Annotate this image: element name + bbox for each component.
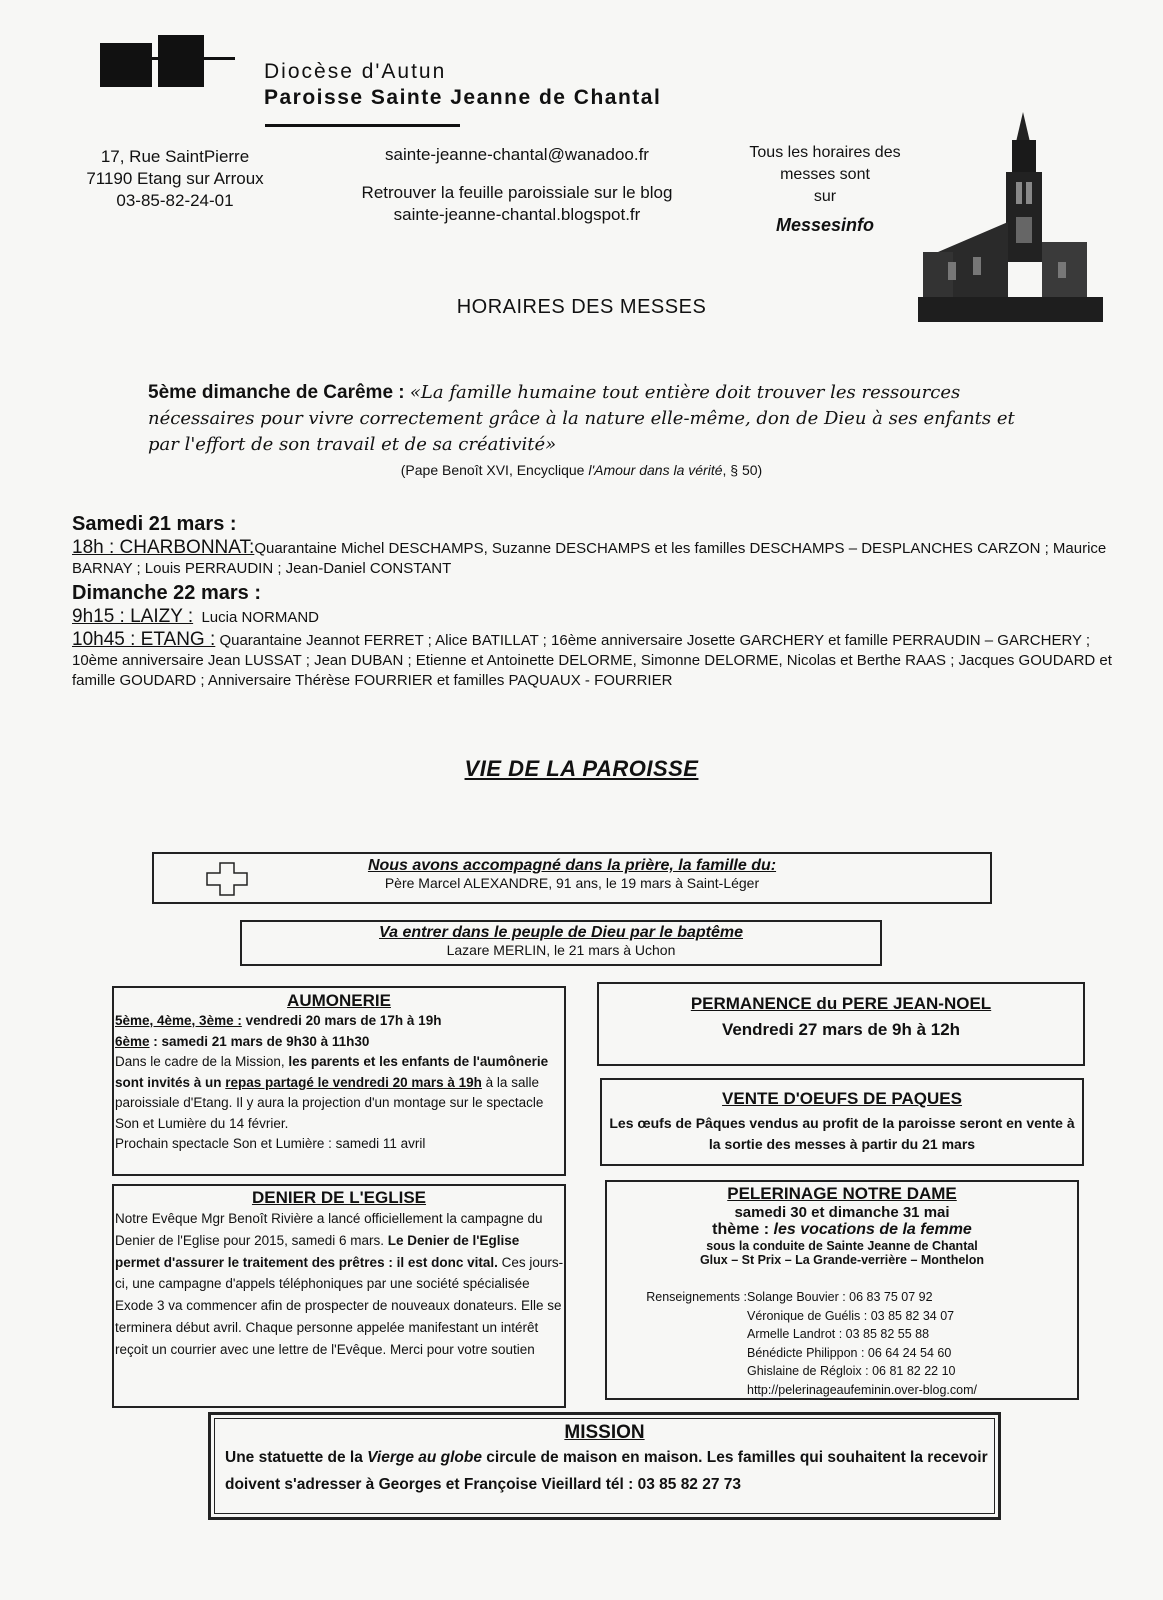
address-street: 17, Rue SaintPierre (100, 147, 250, 166)
page-title: HORAIRES DES MESSES (456, 296, 707, 318)
denier-p-b: Le Denier de l'Eglise permet d'assurer le traitement des prêtres : il est donc vital. (115, 1232, 520, 1270)
cite-post: , § 50) (722, 462, 763, 478)
church-image (918, 112, 1103, 322)
contact-block (322, 144, 712, 226)
messesinfo-link[interactable]: Messesinfo (775, 215, 875, 235)
slot-laizy: 9h15 : LAIZY : (72, 606, 194, 627)
note-line-3: sur (813, 188, 837, 205)
careme-quote (148, 380, 1028, 458)
cross-icon (206, 862, 248, 896)
priere-box (152, 852, 992, 904)
theme-text: les vocations de la femme (773, 1221, 972, 1238)
aum-l1-label: 5ème, 4ème, 3ème : (115, 1013, 242, 1028)
intentions-charbonnat: Quarantaine Michel DESCHAMPS, Suzanne DESCHAMPS et les familles DESCHAMPS – DESPLANCHES CARZON ; Maurice BARNAY ; Louis PERRAUDIN ; Jean-Daniel CONSTANT (72, 540, 1107, 577)
horaires-note (735, 142, 915, 236)
denier-p-c: Ces jours-ci, une campagne d'appels téléphoniques par une société spécialisée Exode 3 va commencer afin de prospecter de nouveaux donateurs. Elle se terminera début avril. Chaque personne appelée manifestant un intérêt reçoit un courrier avec une lettre de l'Evêque. Merci pour votre soutien (115, 1254, 564, 1357)
priere-text: Père Marcel ALEXANDRE, 91 ans, le 19 mars à Saint-Léger (384, 875, 760, 891)
pelerinage-contacts (607, 1288, 1077, 1399)
aumonerie-title: AUMONERIE (287, 991, 391, 1010)
permanence-title: PERMANENCE du PERE JEAN-NOEL (690, 994, 992, 1013)
vente-text: Les œufs de Pâques vendus au profit de la paroisse seront en vente à la sortie des messes à partir du 21 mars (609, 1115, 1075, 1152)
mission-text (215, 1444, 994, 1498)
address-city: 71190 Etang sur Arroux (86, 169, 264, 188)
mass-list (72, 510, 1132, 691)
quote-citation (0, 462, 1163, 478)
bapteme-title: Va entrer dans le peuple de Dieu par le baptême (379, 924, 743, 941)
cite-pre: (Pape Benoît XVI, Encyclique (400, 462, 589, 478)
quote-text: «La famille humaine tout entière doit trouver les ressources nécessaires pour vivre correctement grâce à la nature elle-même, don de Dieu à ses enfants et par l'effort de son travail et de sa créativité» (148, 382, 1015, 455)
pelerinage-box (605, 1180, 1079, 1400)
contact-4: Ghislaine de Régloix : 06 81 82 22 10 (747, 1364, 956, 1378)
intentions-etang: Quarantaine Jeannot FERRET ; Alice BATILLAT ; 16ème anniversaire Josette GARCHERY et famille PERRAUDIN – GARCHERY ; 10ème anniversaire Jean LUSSAT ; Jean DUBAN ; Etienne et Antoinette DELORME, Simonne DELORME, Nicolas et Berthe RAAS ; Jacques GOUDARD et famille GOUDARD ; Anniversaire Thérèse FOURRIER et familles PAQUAUX - FOURRIER (72, 632, 1112, 689)
header-rule (265, 124, 460, 127)
pelerinage-dates: samedi 30 et dimanche 31 mai (734, 1204, 950, 1221)
contact-2: Armelle Landrot : 03 85 82 55 88 (747, 1327, 930, 1341)
contact-0: Solange Bouvier : 06 83 75 07 92 (747, 1290, 933, 1304)
aum-p-d: à la salle paroissiale d'Etang. Il y aura la projection d'un montage sur le spectacle Son et Lumière du 14 février. (115, 1074, 544, 1131)
mission-b: Vierge au globe (367, 1449, 482, 1466)
aum-l1-text: vendredi 20 mars de 17h à 19h (241, 1013, 442, 1028)
mass-etang (72, 630, 1132, 691)
mass-samedi (72, 538, 1132, 579)
aum-l2-label: 6ème (115, 1033, 150, 1049)
denier-p-a: Notre Evêque Mgr Benoît Rivière a lancé officiellement la campagne du Denier de l'Eglise pour 2015, samedi 6 mars. (115, 1211, 543, 1248)
mission-box (208, 1412, 1001, 1520)
bapteme-box (240, 920, 882, 966)
denier-body (114, 1208, 564, 1361)
mission-title: MISSION (564, 1422, 645, 1443)
mission-inner (214, 1418, 995, 1514)
vie-title-text: VIE DE LA PAROISSE (464, 756, 699, 781)
day-dimanche: Dimanche 22 mars : (72, 582, 261, 604)
aum-p-c: repas partagé le vendredi 20 mars à 19h (225, 1074, 482, 1090)
permanence-box (597, 982, 1085, 1066)
address-block (60, 146, 290, 212)
day-samedi: Samedi 21 mars : (72, 513, 237, 535)
priere-title: Nous avons accompagné dans la prière, la famille du: (367, 857, 777, 874)
intentions-laizy: Lucia NORMAND (201, 609, 319, 626)
note-line-2: messes sont (780, 166, 870, 183)
aumonerie-body (114, 1011, 564, 1155)
quote-lead: 5ème dimanche de Carême : (148, 382, 405, 403)
mission-a: Une statuette de la (225, 1449, 368, 1466)
aum-p-e: Prochain spectacle Son et Lumière : samedi 11 avril (115, 1136, 426, 1151)
vente-box (600, 1078, 1084, 1166)
paroisse-name: Paroisse Sainte Jeanne de Chantal (264, 86, 662, 109)
permanence-text: Vendredi 27 mars de 9h à 12h (721, 1020, 961, 1039)
vie-paroisse-title (0, 756, 1163, 782)
blog-text: Retrouver la feuille paroissiale sur le blog (361, 183, 673, 202)
email-link[interactable]: sainte-jeanne-chantal@wanadoo.fr (385, 145, 649, 164)
aum-l2-text: : samedi 21 mars de 9h30 à 11h30 (149, 1033, 370, 1049)
slot-etang: 10h45 : ETANG : (72, 629, 216, 650)
mass-laizy (72, 607, 1132, 628)
denier-box (112, 1184, 566, 1408)
aum-p-b: les parents et les enfants de l'aumônerie sont invités à un (115, 1054, 549, 1090)
pelerinage-lieux: Glux – St Prix – La Grande-verrière – Monthelon (699, 1253, 985, 1267)
cite-title: l'Amour dans la vérité (588, 462, 723, 478)
pelerinage-title: PELERINAGE NOTRE DAME (727, 1184, 957, 1203)
aumonerie-box (112, 986, 566, 1176)
vente-title: VENTE D'OEUFS DE PAQUES (722, 1089, 962, 1108)
diocese-name: Diocèse d'Autun (264, 60, 447, 83)
contact-1: Véronique de Guélis : 03 85 82 34 07 (747, 1308, 955, 1323)
slot-charbonnat: 18h : CHARBONNAT: (72, 537, 255, 558)
theme-label: thème : (712, 1221, 774, 1238)
contact-3: Bénédicte Philippon : 06 64 24 54 60 (747, 1345, 952, 1360)
note-line-1: Tous les horaires des (749, 144, 901, 161)
address-phone: 03-85-82-24-01 (116, 191, 234, 210)
denier-title: DENIER DE L'EGLISE (251, 1188, 427, 1207)
pelerinage-sous: sous la conduite de Sainte Jeanne de Chantal (706, 1239, 978, 1253)
mission-c: circule de maison en maison. Les familles qui souhaitent la recevoir doivent s'adresser à Georges et Françoise Vieillard tél : 03 85 82 27 73 (225, 1449, 988, 1493)
aum-p-a: Dans le cadre de la Mission, (115, 1054, 289, 1069)
blog-link[interactable]: sainte-jeanne-chantal.blogspot.fr (393, 205, 641, 224)
pelerinage-link[interactable]: http://pelerinageaufeminin.over-blog.com/ (747, 1382, 977, 1397)
bapteme-text: Lazare MERLIN, le 21 mars à Uchon (446, 942, 676, 958)
pelerinage-theme (607, 1221, 1077, 1239)
renseig-label: Renseignements : (646, 1290, 747, 1304)
diocese-logo (100, 35, 235, 90)
